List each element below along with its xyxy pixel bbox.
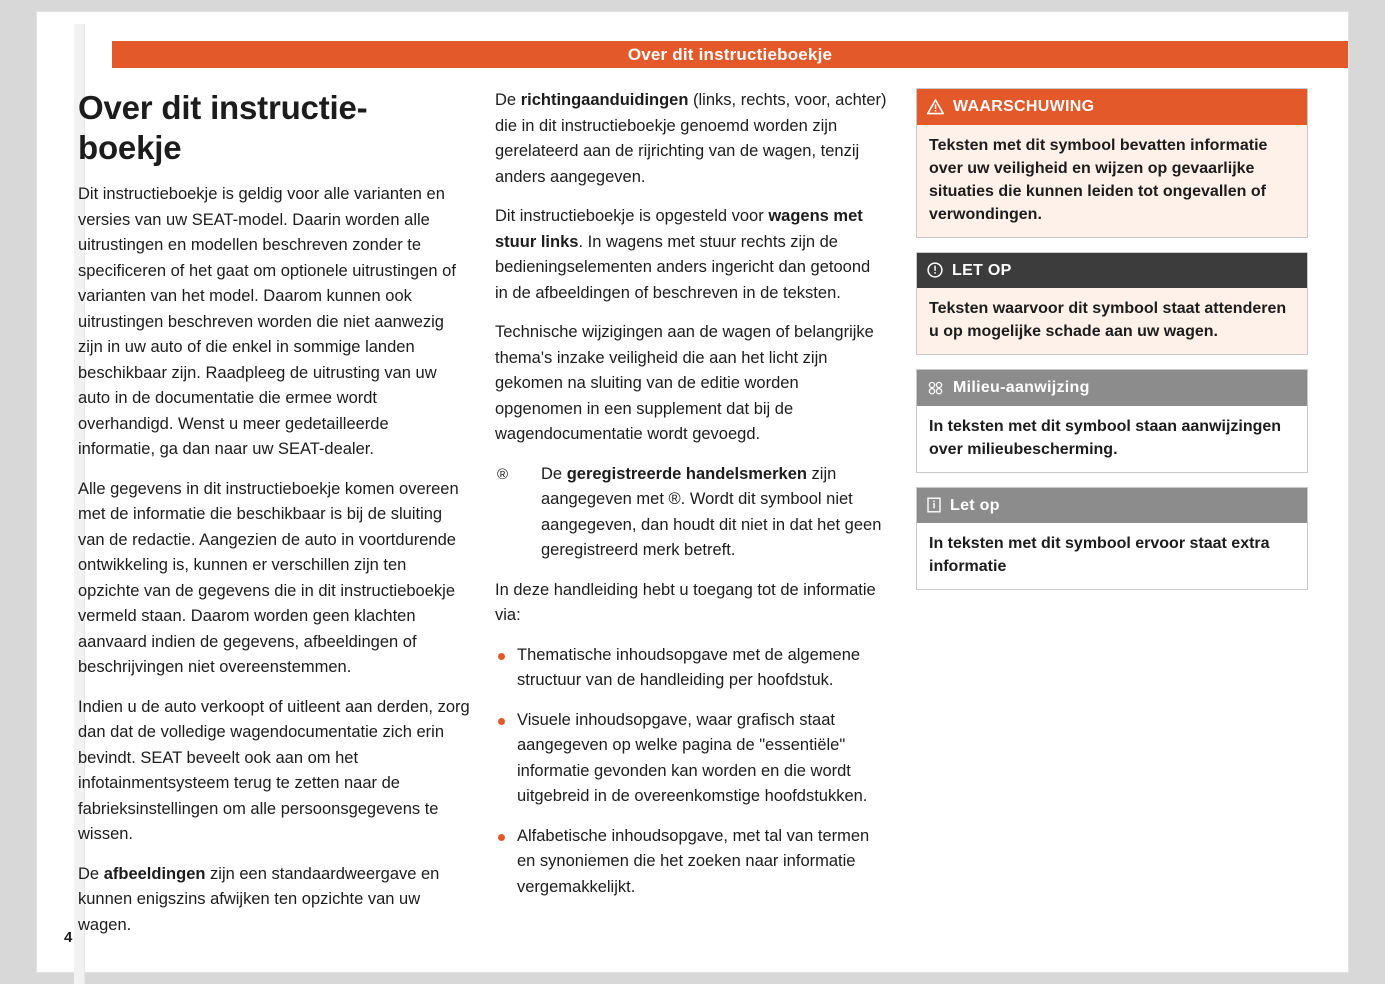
paragraph-steering-bold: wagens met stuur links: [495, 207, 863, 251]
note-info-header: [917, 488, 1307, 524]
page-title: Over dit instructie-boekje: [78, 89, 368, 166]
paragraph-directions-before: De: [495, 91, 521, 109]
note-info-title: Let op: [950, 496, 1000, 514]
exclamation-circle-icon: [927, 262, 943, 278]
note-environment-title: Milieu-aanwijzing: [953, 379, 1090, 396]
paragraph-1: Dit instructieboekje is geldig voor alle varianten en versies van uw SEAT-model. Daarin worden alle uitrustingen en modellen beschreven zonder te specificeren of het gaat om optionele uitrustingen of varianten van het model. Daarom kunnen ook uitrustingen beschreven worden die niet aanwezig zijn in uw auto of die enkel in sommige landen beschikbaar zijn. Raadpleeg de uitrusting van uw auto in de documentatie die ermee wordt overhandigd. Wenst u meer gedetailleerde informatie, ga dan naar uw SEAT-dealer.: [78, 185, 456, 458]
column-middle: [495, 88, 887, 914]
note-caution-body: Teksten waarvoor dit symbool staat attenderen u op mogelijke schade aan uw wagen.: [929, 300, 1287, 340]
registered-trademark-after: zijn aangegeven met ®. Wordt dit symbool niet aangegeven, dan houdt dit niet in dat het geen geregistreerd merk betreft.: [541, 464, 882, 559]
registered-trademark-bold: geregistreerde handelsmerken: [566, 464, 807, 483]
paragraph-directions-bold: richtingaanduidingen: [520, 91, 689, 109]
paragraph-4: [78, 862, 470, 939]
paragraph-4-after: zijn een standaardweergave en kunnen enigszins afwijken ten opzichte van uw wagen.: [78, 864, 440, 934]
page-content: [37, 68, 1348, 972]
note-warning-title: WAARSCHUWING: [953, 98, 1095, 115]
document-page: [37, 12, 1348, 972]
note-caution-title: LET OP: [952, 261, 1012, 279]
registered-trademark-before: De: [541, 464, 567, 483]
note-environment-header: [917, 370, 1307, 406]
note-box-environment: [916, 369, 1308, 473]
registered-trademark-item: [495, 462, 887, 564]
paragraph-technical-changes: Technische wijzigingen aan de wagen of belangrijke thema's inzake veiligheid die aan het licht zijn gekomen na sluiting van de editie worden opgenomen in een supplement dat bij de wagendocumentatie wordt gevoegd.: [495, 323, 874, 443]
list-item: Thematische inhoudsopgave met de algemene structuur van de handleiding per hoofdstuk.: [495, 643, 887, 694]
note-box-warning: [916, 88, 1308, 238]
paragraph-steering-before: Dit instructieboekje is opgesteld voor: [495, 207, 769, 225]
paragraph-steering-after: . In wagens met stuur rechts zijn de bedieningselementen anders ingericht dan getoond in de afbeeldingen of beschreven in de teksten.: [495, 232, 871, 302]
paragraph-steering: [495, 204, 887, 306]
column-right: [916, 88, 1308, 604]
page-header-title: Over dit instructieboekje: [627, 44, 833, 64]
page-header-bar: [112, 41, 1348, 68]
list-item: Alfabetische inhoudsopgave, met tal van termen en synoniemen die het zoeken naar informatie vergemakkelijkt.: [495, 824, 887, 901]
note-warning-header: [917, 89, 1307, 125]
paragraph-4-before: De: [78, 864, 104, 883]
flower-icon: [927, 380, 944, 396]
info-icon: [927, 497, 941, 513]
note-box-caution: [916, 252, 1308, 356]
registered-trademark-icon: ®: [497, 465, 509, 483]
paragraph-4-bold: afbeeldingen: [103, 864, 206, 883]
warning-triangle-icon: [927, 99, 944, 115]
note-info-body: In teksten met dit symbool ervoor staat extra informatie: [929, 535, 1270, 575]
paragraph-2: Alle gegevens in dit instructieboekje komen overeen met de informatie die beschikbaar is bij de sluiting van de redactie. Aangezien de auto in voortdurende ontwikkeling is, kunnen er verschillen zijn ten opzichte van de gegevens die in dit instructieboekje vermeld staan. Daarom worden geen klachten aanvaard indien de gegevens, afbeeldingen of beschrijvingen niet overeenstemmen.: [78, 479, 459, 676]
column-left: [78, 88, 470, 952]
note-caution-header: [917, 253, 1307, 289]
paragraph-directions: [495, 88, 887, 190]
note-environment-body: In teksten met dit symbool staan aanwijzingen over milieubescherming.: [929, 417, 1282, 458]
paragraph-access-info: In deze handleiding hebt u toegang tot de informatie via:: [495, 580, 876, 624]
note-warning-body: Teksten met dit symbool bevatten informatie over uw veiligheid en wijzen op gevaarlijke situaties die kunnen leiden tot ongevallen of verwondingen.: [929, 136, 1268, 223]
paragraph-3: Indien u de auto verkoopt of uitleent aan derden, zorg dan dat de volledige wagendocumentatie zich erin bevindt. SEAT beveelt ook aan om het infotainmentsysteem terug te zetten naar de fabrieksinstellingen om alle persoonsgegevens te wissen.: [78, 697, 470, 843]
list-item: Visuele inhoudsopgave, waar grafisch staat aangegeven op welke pagina de "essentiële" informatie gevonden kan worden en die wordt uitgebreid in de overeenkomstige hoofdstukken.: [495, 708, 887, 810]
note-box-info: [916, 487, 1308, 591]
page-number: 4: [64, 929, 73, 946]
paragraph-directions-after: (links, rechts, voor, achter) die in dit instructieboekje genoemd worden zijn gerelateerd aan de rijrichting van de wagen, tenzij anders aangegeven.: [495, 91, 887, 186]
